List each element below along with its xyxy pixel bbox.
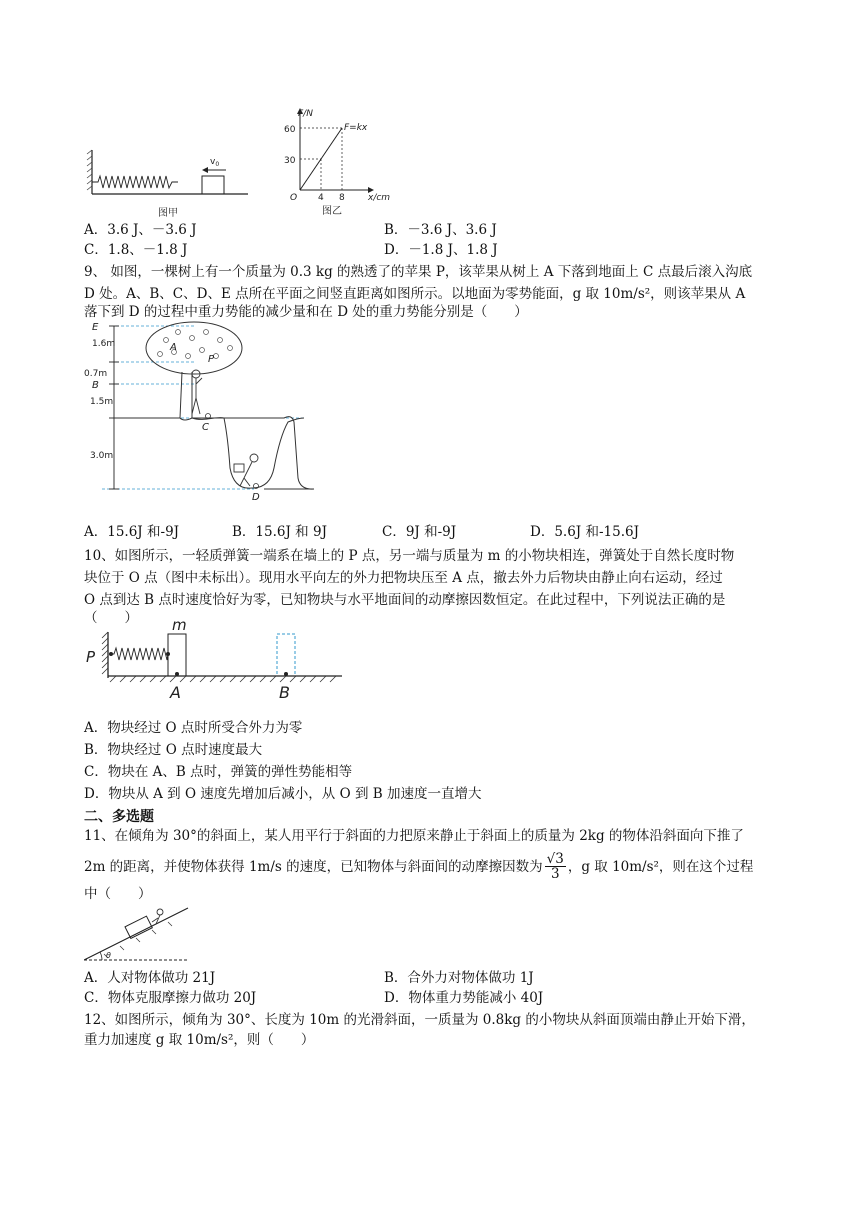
svg-text:C: C xyxy=(202,422,209,433)
block-at-b xyxy=(277,634,295,676)
fraction-numerator: √3 xyxy=(546,851,564,867)
q8-option-c: C．1.8、－1.8 J xyxy=(84,242,188,258)
q11-line2-text-a: 2m 的距离，并使物体获得 1m/s 的速度，已知物体与斜面间的动摩擦因数为 xyxy=(84,858,543,875)
q11-stem-line1: 11、在倾角为 30°的斜面上，某人用平行于斜面的力把原来静止于斜面上的质量为 2kg 的物体沿斜面向下推了 xyxy=(84,828,744,844)
section-title-multiple-choice: 二、多选题 xyxy=(84,809,154,825)
svg-text:60: 60 xyxy=(284,125,296,135)
q8-option-b: B．－3.6 J、3.6 J xyxy=(384,222,497,238)
q9-stem-line3: 落下到 D 的过程中重力势能的减少量和在 D 处的重力势能分别是（ ） xyxy=(84,304,528,320)
block-jia xyxy=(202,176,224,194)
spring-q10 xyxy=(111,648,168,660)
svg-text:v0: $v_0$ xyxy=(210,157,220,168)
q11-line2-text-b: ，g 取 10m/s²，则在这个过程 xyxy=(567,858,754,875)
q10-option-c: C．物块在 A、B 点时，弹簧的弹性势能相等 xyxy=(84,764,353,780)
q8-option-a: A．3.6 J、－3.6 J xyxy=(84,222,197,238)
svg-text:A: A xyxy=(170,342,177,353)
q11-option-b: B．合外力对物体做功 1J xyxy=(384,970,534,986)
q11-stem-line3: 中（ ） xyxy=(84,886,152,902)
svg-text:1.5m: 1.5m xyxy=(90,397,114,407)
svg-text:D: D xyxy=(252,492,260,503)
q10-option-b: B．物块经过 O 点时速度最大 xyxy=(84,742,263,758)
q8-option-d: D．－1.8 J、1.8 J xyxy=(384,242,498,258)
q9-option-a: A．15.6J 和-9J xyxy=(84,524,180,540)
q11-stem-line2 xyxy=(84,852,753,881)
svg-text:8: 8 xyxy=(339,193,345,203)
q10-option-a: A．物块经过 O 点时所受合外力为零 xyxy=(84,720,303,736)
svg-text:F/N: F/N xyxy=(298,109,313,119)
svg-text:3.0m: 3.0m xyxy=(90,451,114,461)
svg-text:O: O xyxy=(290,193,298,203)
q10-figure-spring xyxy=(84,618,344,704)
figure-jia xyxy=(86,146,256,222)
q10-stem-line4: （ ） xyxy=(84,610,138,626)
q9-figure-tree xyxy=(84,318,324,506)
q12-stem-line1: 12、如图所示，倾角为 30°、长度为 10m 的光滑斜面，一质量为 0.8kg 的小物块从斜面顶端由静止开始下滑， xyxy=(84,1012,755,1028)
svg-text:1.6m: 1.6m xyxy=(92,339,116,349)
q11-option-a: A．人对物体做功 21J xyxy=(84,970,216,986)
svg-text:E: E xyxy=(92,322,99,333)
svg-text:4: 4 xyxy=(318,193,324,203)
svg-text:A: A xyxy=(170,683,181,702)
svg-text:0.7m: 0.7m xyxy=(84,369,108,379)
svg-text:B: B xyxy=(92,380,99,391)
svg-text:F=kx: F=kx xyxy=(344,123,368,133)
svg-text:P: P xyxy=(208,354,215,365)
q10-stem-line3: O 点到达 B 点时速度恰好为零，已知物块与水平地面间的动摩擦因数恒定。在此过程中，下列说法正确的是 xyxy=(84,592,726,608)
q10-stem-line2: 块位于 O 点（图中未标出）。现用水平向左的外力把物块压至 A 点，撤去外力后物块由静止向右运动，经过 xyxy=(84,570,723,586)
q9-stem-line2: D 处。A、B、C、D、E 点所在平面之间竖直距离如图所示。以地面为零势能面，g 取 10m/s²，则该苹果从 A xyxy=(84,286,746,302)
svg-text:x/cm: x/cm xyxy=(368,193,390,203)
caption-yi: 图乙 xyxy=(322,206,342,217)
fraction-denominator: 3 xyxy=(550,866,560,882)
q9-option-d: D．5.6J 和-15.6J xyxy=(530,524,640,540)
friction-coefficient-fraction xyxy=(545,852,566,881)
svg-text:P: P xyxy=(86,648,96,666)
q12-stem-line2: 重力加速度 g 取 10m/s²，则（ ） xyxy=(84,1032,315,1048)
caption-jia: 图甲 xyxy=(158,208,178,219)
q9-stem-line1: 9、 如图，一棵树上有一个质量为 0.3 kg 的熟透了的苹果 P，该苹果从树上 A 下落到地面上 C 点最后滚入沟底 xyxy=(84,264,753,280)
svg-text:m: m xyxy=(172,618,187,634)
svg-text:θ: θ xyxy=(106,951,111,960)
q9-option-c: C．9J 和-9J xyxy=(382,524,457,540)
q11-option-c: C．物体克服摩擦力做功 20J xyxy=(84,990,257,1006)
block-m xyxy=(168,634,186,676)
figure-yi xyxy=(280,106,390,218)
q9-option-b: B．15.6J 和 9J xyxy=(232,524,327,540)
q10-option-d: D．物块从 A 到 O 速度先增加后减小，从 O 到 B 加速度一直增大 xyxy=(84,786,482,802)
svg-text:B: B xyxy=(279,683,290,702)
q11-option-d: D．物体重力势能减小 40J xyxy=(384,990,544,1006)
spring-jia xyxy=(92,176,178,188)
svg-text:30: 30 xyxy=(284,156,296,166)
q10-stem-line1: 10、如图所示，一轻质弹簧一端系在墙上的 P 点，另一端与质量为 m 的小物块相连，弹簧处于自然长度时物 xyxy=(84,548,735,564)
q11-figure-incline xyxy=(84,900,194,966)
